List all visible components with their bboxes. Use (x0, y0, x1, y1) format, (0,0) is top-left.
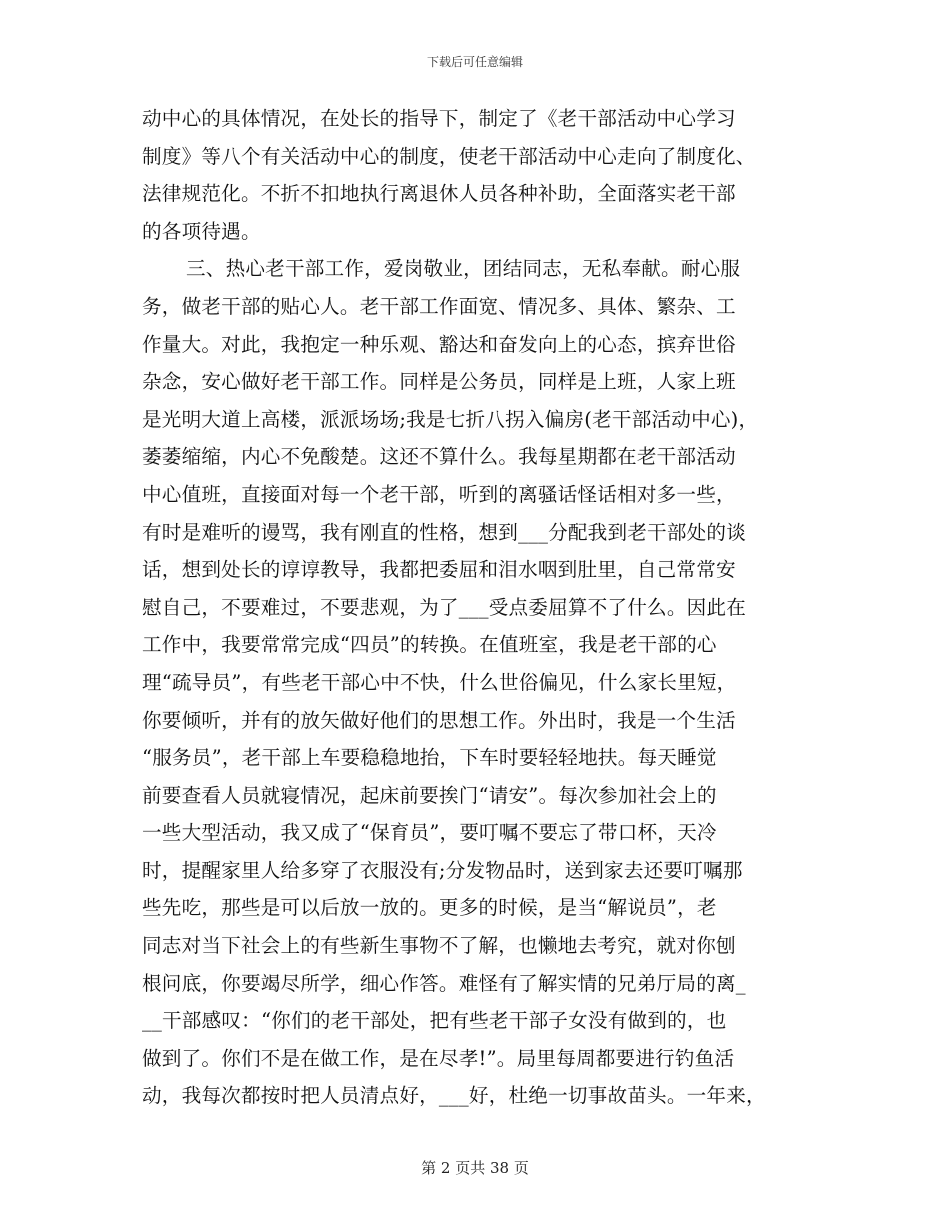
text-line: 慰自己，不要难过，不要悲观，为了___受点委屈算不了什么。因此在 (142, 595, 747, 619)
text-line: 前要查看人员就寝情况，起床前要挨门“请安”。每次参加社会上的 (142, 783, 717, 807)
text-line: 话，想到处长的谆谆教导，我都把委屈和泪水咽到肚里，自己常常安 (142, 558, 736, 582)
text-line: 工作中，我要常常完成“四员”的转换。在值班室，我是老干部的心 (142, 633, 717, 657)
paragraph-start-line: 三、热心老干部工作，爱岗敬业，团结同志，无私奉献。耐心服 (186, 257, 741, 281)
text-line: 制度》等八个有关活动中心的制度，使老干部活动中心走向了制度化、 (142, 144, 756, 168)
page-number-footer: 第 2 页共 38 页 (421, 1159, 529, 1177)
text-line: 些先吃，那些是可以后放一放的。更多的时候，是当“解说员”，老 (142, 896, 717, 920)
text-line: 你要倾听，并有的放矢做好他们的思想工作。外出时，我是一个生活 (142, 708, 736, 732)
text-line: 中心值班，直接面对每一个老干部，听到的离骚话怪话相对多一些， (142, 482, 736, 506)
text-line: 作量大。对此，我抱定一种乐观、豁达和奋发向上的心态，摈弃世俗 (142, 332, 736, 356)
text-line: __干部感叹：“你们的老干部处，把有些老干部子女没有做到的，也 (142, 1009, 727, 1033)
text-line: 根问底，你要竭尽所学，细心作答。难怪有了解实情的兄弟厅局的离_ (142, 971, 746, 995)
text-line: “服务员”，老干部上车要稳稳地抬，下车时要轻轻地扶。每天睡觉 (142, 746, 717, 770)
text-line: 务，做老干部的贴心人。老干部工作面宽、情况多、具体、繁杂、工 (142, 294, 736, 318)
text-line: 同志对当下社会上的有些新生事物不了解，也懒地去考究，就对你刨 (142, 934, 736, 958)
text-line: 有时是难听的谩骂，我有刚直的性格，想到___分配我到老干部处的谈 (142, 520, 747, 544)
text-line: 时，提醒家里人给多穿了衣服没有;分发物品时，送到家去还要叮嘱那 (142, 858, 743, 882)
text-line: 做到了。你们不是在做工作，是在尽孝!”。局里每周都要进行钓鱼活 (142, 1046, 735, 1070)
text-line: 法律规范化。不折不扣地执行离退休人员各种补助，全面落实老干部 (142, 182, 736, 206)
text-line: 动，我每次都按时把人员清点好，___好，杜绝一切事故苗头。一年来， (142, 1084, 766, 1108)
document-body (142, 100, 818, 1115)
text-line: 理“疏导员”，有些老干部心中不快，什么世俗偏见，什么家长里短， (142, 670, 737, 694)
text-line: 萎萎缩缩，内心不免酸楚。这还不算什么。我每星期都在老干部活动 (142, 445, 736, 469)
page-header: 下载后可任意编辑 (426, 55, 523, 69)
text-line: 动中心的具体情况，在处长的指导下，制定了《老干部活动中心学习 (142, 107, 736, 130)
text-line: 杂念，安心做好老干部工作。同样是公务员，同样是上班，人家上班 (142, 370, 736, 394)
text-line: 一些大型活动，我又成了“保育员”，要叮嘱不要忘了带口杯，天冷 (142, 821, 717, 845)
text-line: 的各项待遇。 (142, 219, 261, 243)
text-line: 是光明大道上高楼，派派场场;我是七折八拐入偏房(老干部活动中心)， (142, 407, 759, 431)
